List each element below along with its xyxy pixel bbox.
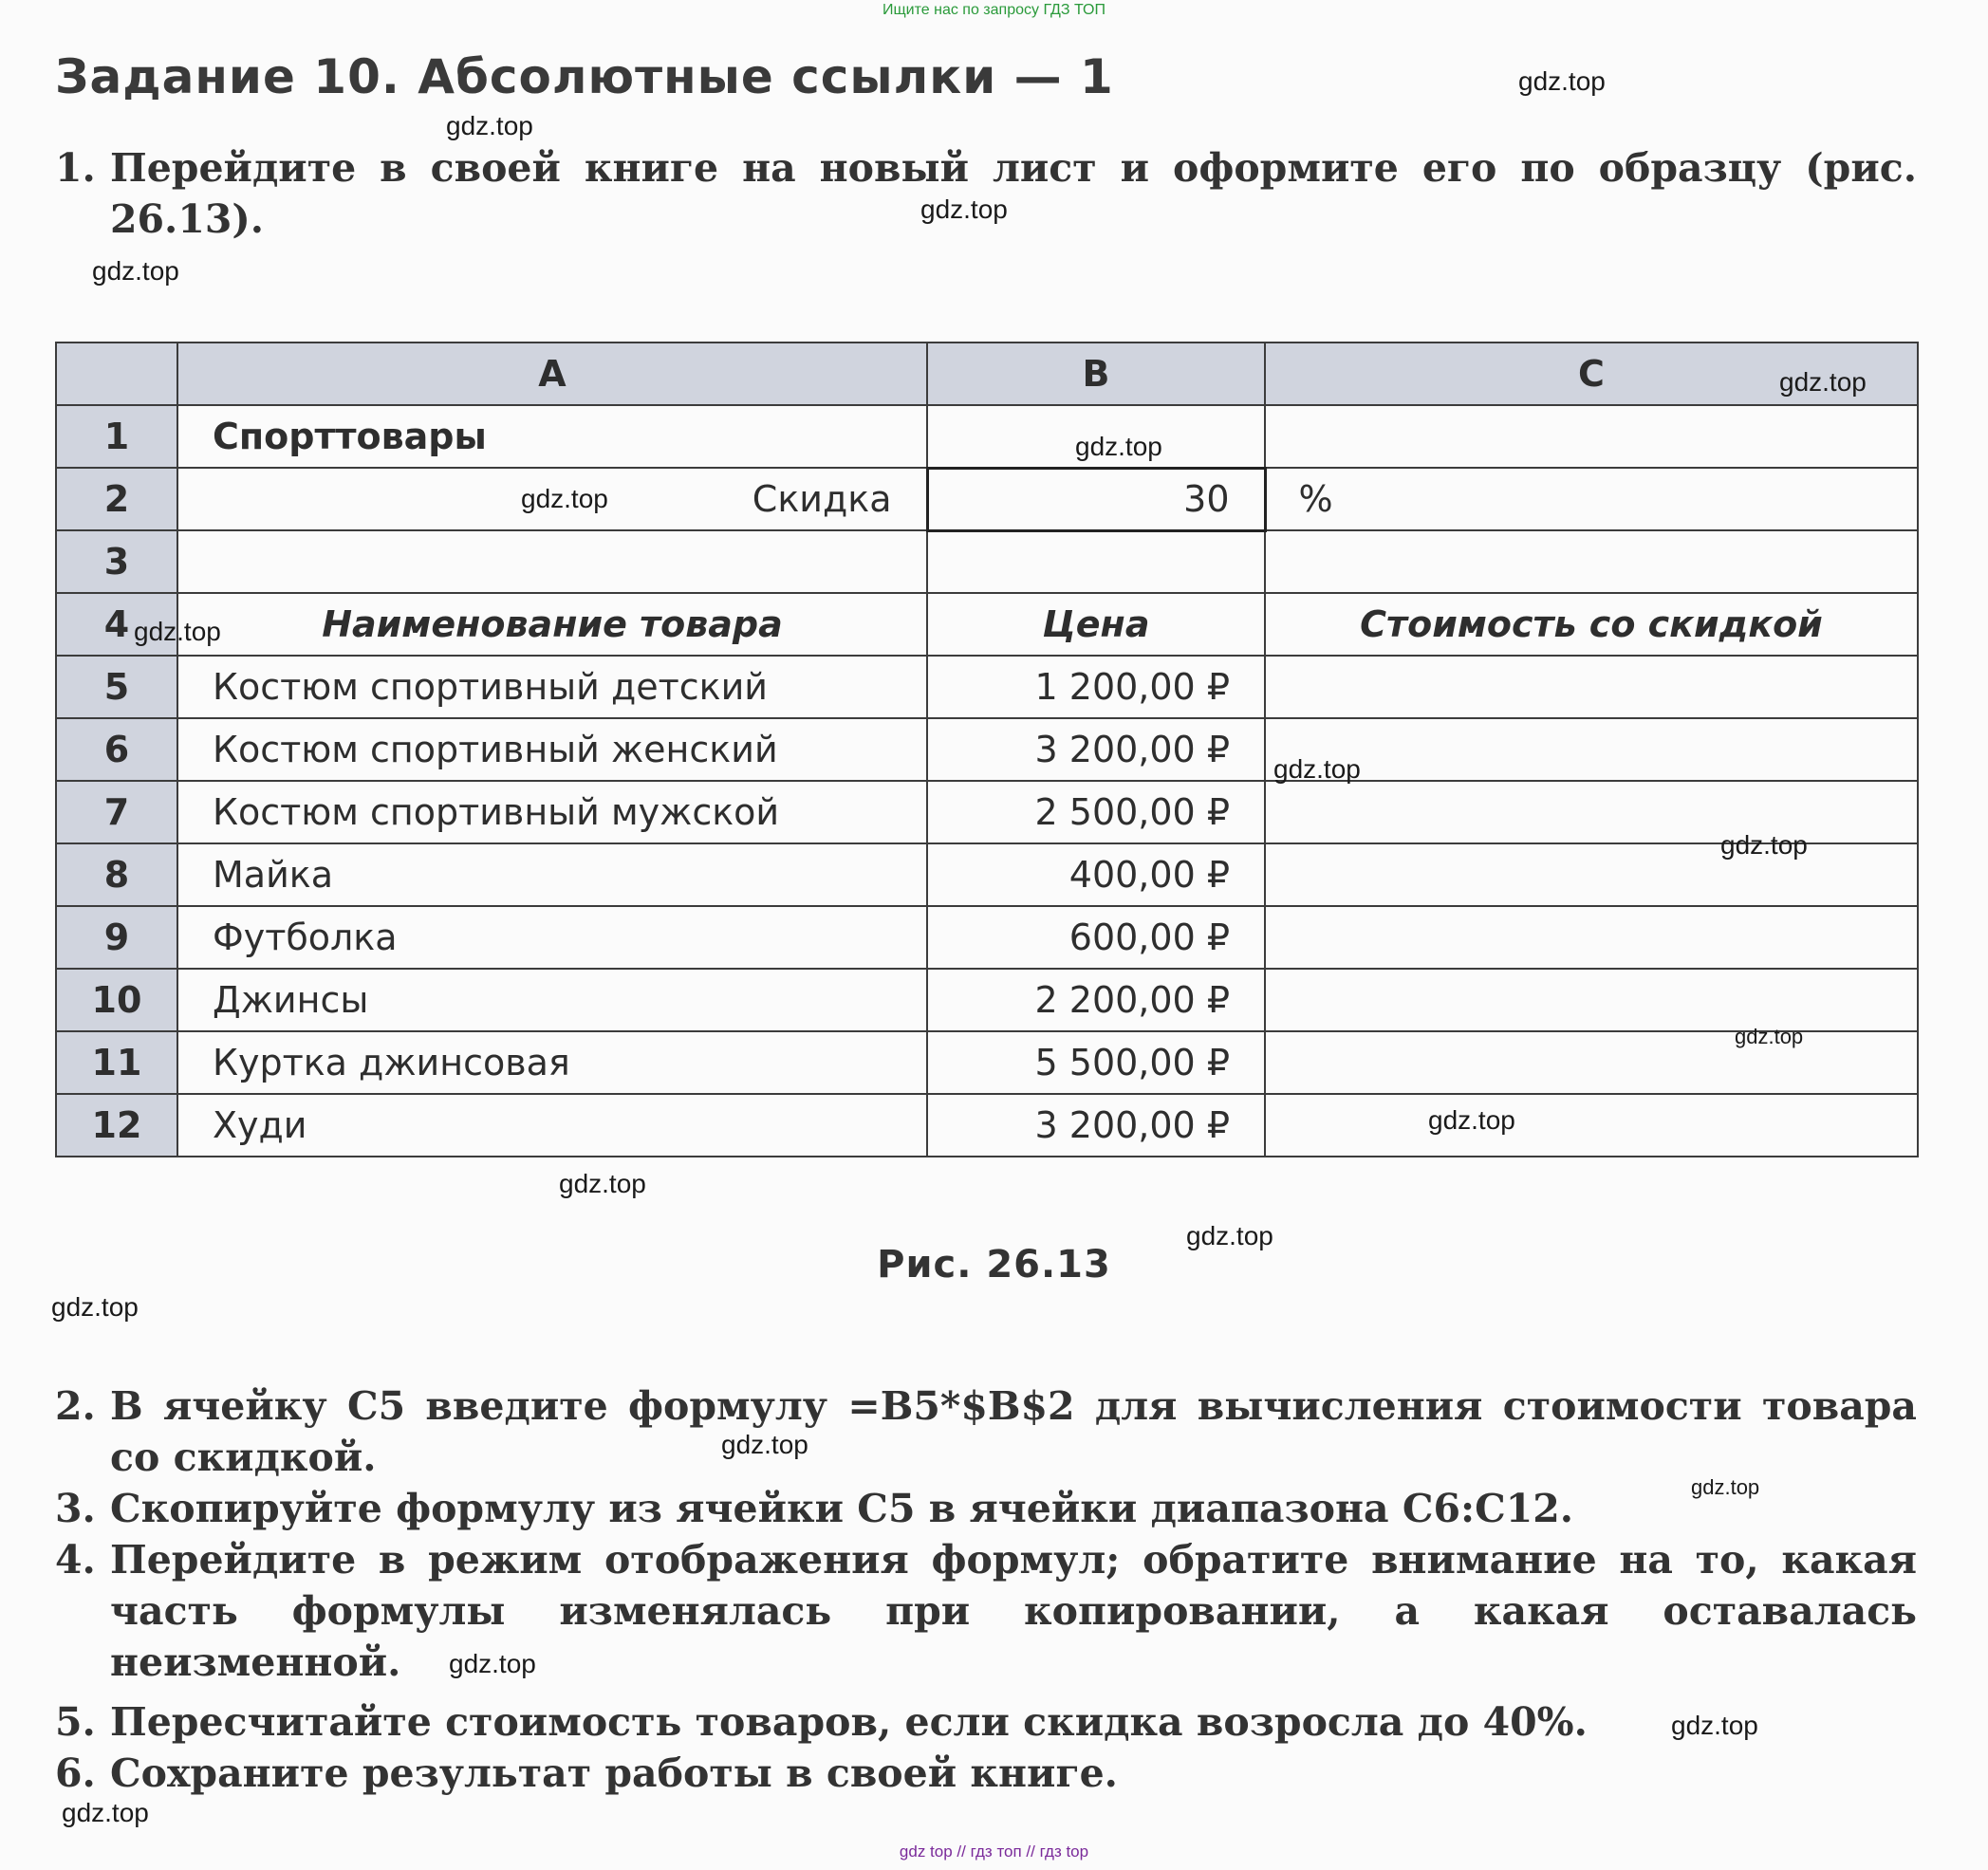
cell-a4-header: Наименование товара (177, 593, 927, 656)
task-number: 6. (55, 1750, 96, 1796)
product-name: Худи (177, 1094, 927, 1157)
table-row (56, 1031, 1918, 1094)
cell-c1 (1265, 405, 1918, 468)
discounted-price (1265, 781, 1918, 843)
watermark: gdz.top (521, 484, 608, 513)
table-row (56, 530, 1918, 593)
watermark: gdz.top (1273, 754, 1361, 784)
product-price: 3 200,00 ₽ (927, 718, 1265, 781)
product-name: Костюм спортивный мужской (177, 781, 927, 843)
table-row (56, 843, 1918, 906)
watermark: gdz.top (62, 1798, 149, 1827)
row-header: 5 (56, 656, 177, 718)
product-name: Джинсы (177, 969, 927, 1031)
discounted-price (1265, 969, 1918, 1031)
watermark: gdz.top (1518, 66, 1606, 96)
discounted-price (1265, 1094, 1918, 1157)
task-text: Перейдите в режим отображения формул; обратите внимание на то, какая часть формулы изменялась при копировании, а какая оставалась неизменной. (110, 1537, 1917, 1685)
column-header-a: A (177, 343, 927, 405)
task-item (55, 1534, 1917, 1688)
task-text: Перейдите в своей книге на новый лист и оформите его по образцу (рис. 26.13). (110, 145, 1917, 242)
task-item (55, 1696, 1917, 1748)
watermark: gdz.top (920, 194, 1008, 224)
task-item (55, 1483, 1917, 1534)
table-row (56, 718, 1918, 781)
product-price: 5 500,00 ₽ (927, 1031, 1265, 1094)
task-text: Скопируйте формулу из ячейки C5 в ячейки диапазона C6:C12. (110, 1486, 1574, 1531)
cell-c2: % (1265, 468, 1918, 530)
watermark: gdz.top (1075, 432, 1162, 461)
table-row (56, 906, 1918, 969)
discounted-price (1265, 656, 1918, 718)
task-number: 2. (55, 1383, 96, 1429)
table-row (56, 656, 1918, 718)
row-header: 3 (56, 530, 177, 593)
corner-cell (56, 343, 177, 405)
top-note[interactable]: Ищите нас по запросу ГДЗ ТОП (883, 2, 1105, 18)
row-header: 8 (56, 843, 177, 906)
product-price: 400,00 ₽ (927, 843, 1265, 906)
cell-a1: Спорттовары (177, 405, 927, 468)
product-price: 2 200,00 ₽ (927, 969, 1265, 1031)
watermark: gdz.top (721, 1430, 808, 1459)
row-header: 6 (56, 718, 177, 781)
product-name: Костюм спортивный женский (177, 718, 927, 781)
product-price: 1 200,00 ₽ (927, 656, 1265, 718)
row-header: 2 (56, 468, 177, 530)
cell-c4-header: Стоимость со скидкой (1265, 593, 1918, 656)
watermark: gdz.top (559, 1169, 646, 1198)
row-header: 10 (56, 969, 177, 1031)
spreadsheet-figure (55, 342, 1919, 1157)
discounted-price (1265, 1031, 1918, 1094)
row-header: 11 (56, 1031, 177, 1094)
table-row (56, 969, 1918, 1031)
task-text: Сохраните результат работы в своей книге. (110, 1750, 1118, 1796)
product-price: 2 500,00 ₽ (927, 781, 1265, 843)
discounted-price (1265, 906, 1918, 969)
cell-a3 (177, 530, 927, 593)
watermark: gdz.top (449, 1649, 536, 1678)
row-header: 4 (56, 593, 177, 656)
product-name: Куртка джинсовая (177, 1031, 927, 1094)
watermark: gdz.top (1779, 367, 1867, 397)
row-header: 12 (56, 1094, 177, 1157)
product-name: Майка (177, 843, 927, 906)
product-name: Футболка (177, 906, 927, 969)
task-item (55, 1380, 1917, 1483)
page-title: Задание 10. Абсолютные ссылки — 1 (55, 49, 1114, 104)
watermark: gdz.top (1186, 1221, 1273, 1250)
watermark: gdz.top (1691, 1475, 1760, 1499)
watermark: gdz.top (134, 617, 221, 646)
watermark: gdz.top (92, 256, 179, 286)
product-name: Костюм спортивный детский (177, 656, 927, 718)
task-number: 5. (55, 1699, 96, 1745)
row-header: 9 (56, 906, 177, 969)
discounted-price (1265, 718, 1918, 781)
cell-b3 (927, 530, 1265, 593)
task-number: 1. (55, 145, 96, 191)
cell-b2-discount: 30 (927, 468, 1265, 530)
cell-c3 (1265, 530, 1918, 593)
task-number: 3. (55, 1486, 96, 1531)
product-price: 600,00 ₽ (927, 906, 1265, 969)
watermark: gdz.top (51, 1292, 139, 1322)
table-row (56, 1094, 1918, 1157)
column-header-row (56, 343, 1918, 405)
footer-links[interactable]: gdz top // гдз топ // гдз top (899, 1842, 1089, 1861)
watermark: gdz.top (1735, 1025, 1804, 1048)
row-header: 7 (56, 781, 177, 843)
table-row (56, 781, 1918, 843)
column-header-b: B (927, 343, 1265, 405)
task-item (55, 142, 1917, 245)
cell-b4-header: Цена (927, 593, 1265, 656)
watermark: gdz.top (1720, 830, 1808, 860)
table-row (56, 468, 1918, 530)
table-row (56, 593, 1918, 656)
task-item (55, 1748, 1917, 1799)
table-row (56, 405, 1918, 468)
watermark: gdz.top (1428, 1105, 1515, 1135)
discounted-price (1265, 843, 1918, 906)
watermark: gdz.top (1671, 1711, 1758, 1740)
task-number: 4. (55, 1537, 96, 1583)
cell-a2: Скидка (177, 468, 927, 530)
task-text: Пересчитайте стоимость товаров, если скидка возросла до 40%. (110, 1699, 1588, 1745)
task-text: В ячейку C5 введите формулу =B5*$B$2 для вычисления стоимости товара со скидкой. (110, 1383, 1917, 1480)
watermark: gdz.top (446, 111, 533, 140)
figure-caption: Рис. 26.13 (877, 1243, 1111, 1287)
product-price: 3 200,00 ₽ (927, 1094, 1265, 1157)
row-header: 1 (56, 405, 177, 468)
column-header-c: C (1265, 343, 1918, 405)
